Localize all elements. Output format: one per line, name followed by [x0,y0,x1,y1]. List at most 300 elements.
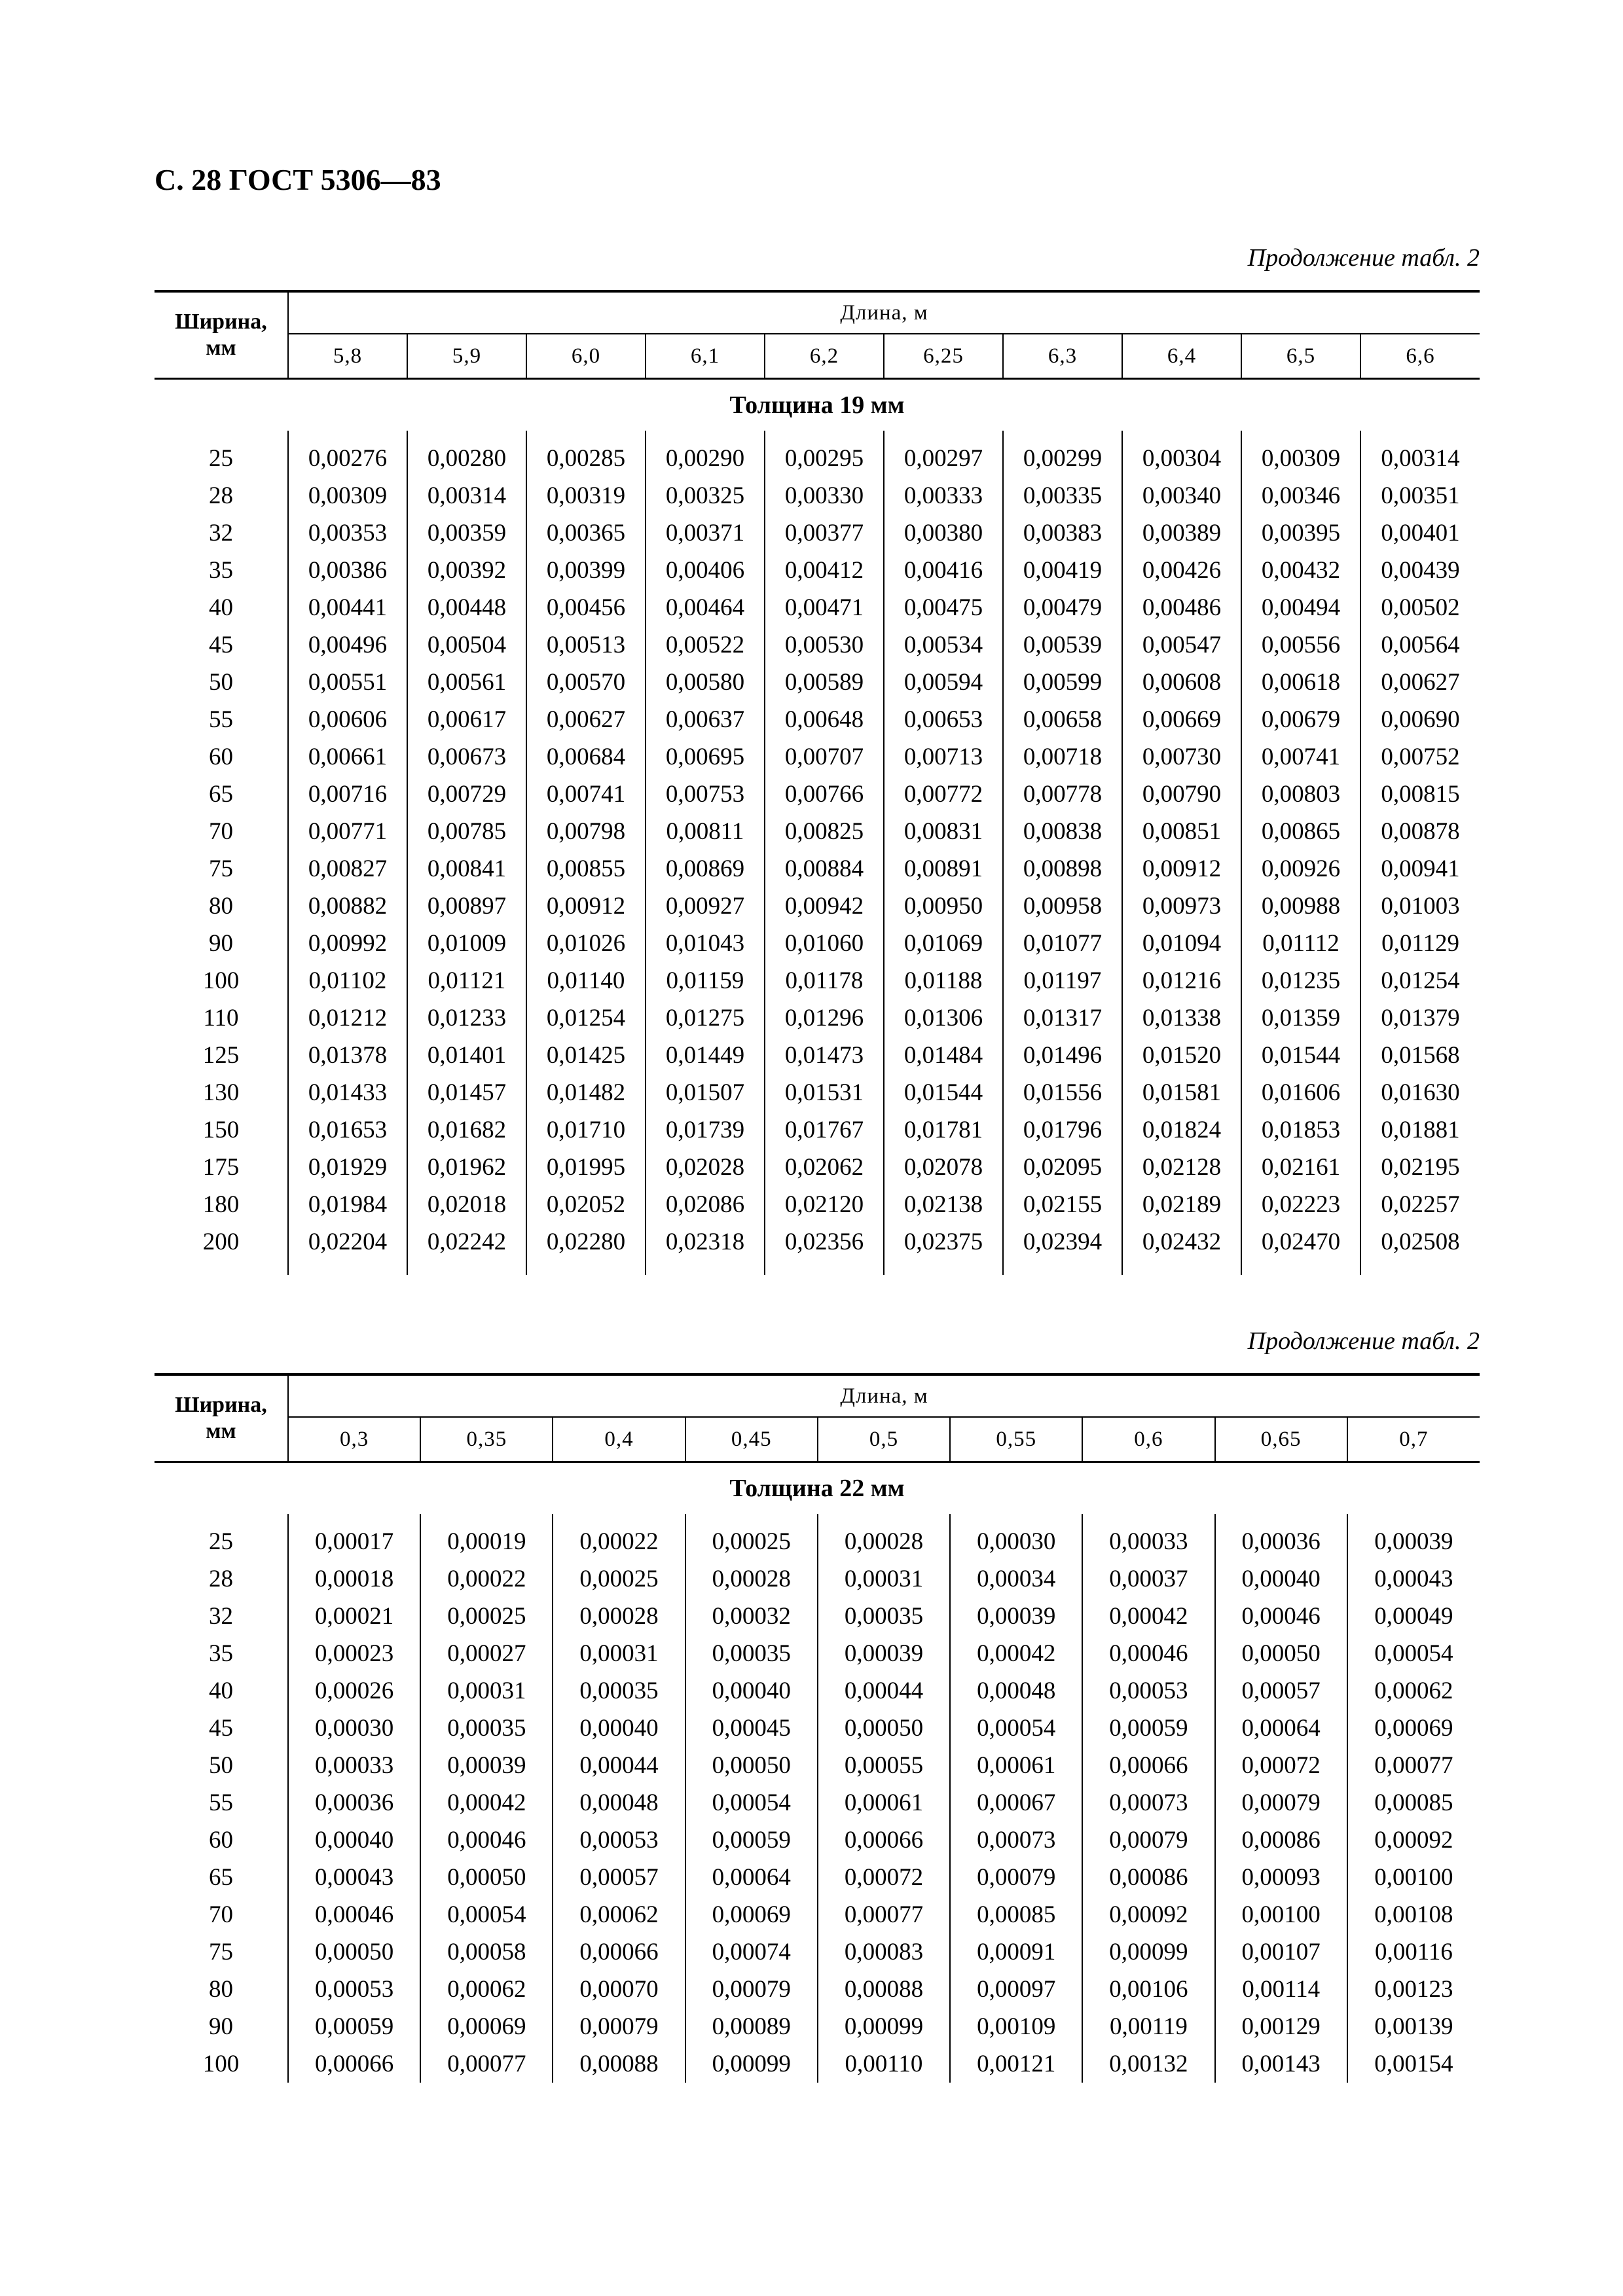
volume-value: 0,00855 [526,850,646,888]
volume-value: 0,00365 [526,514,646,552]
volume-value: 0,00061 [950,1747,1082,1784]
volume-value: 0,00046 [420,1821,553,1859]
volume-value: 0,00040 [685,1672,818,1710]
volume-value: 0,00030 [950,1523,1082,1560]
volume-value: 0,00690 [1360,701,1480,738]
volume-value: 0,01197 [1003,962,1122,999]
length-header: Длина, м [288,291,1480,334]
volume-value: 0,01102 [308,967,387,994]
volume-value: 0,00027 [420,1635,553,1672]
volume-value: 0,00522 [646,626,765,664]
volume-value: 0,00048 [553,1784,685,1821]
volume-value: 0,02095 [1003,1149,1122,1186]
volume-value: 0,00383 [1003,514,1122,552]
volume-value: 0,00039 [818,1635,950,1672]
volume-value: 0,02394 [1003,1223,1122,1261]
volume-value: 0,00718 [1003,738,1122,776]
length-value: 6,2 [765,334,884,379]
width-value: 25 [155,1523,288,1560]
volume-value: 0,00878 [1360,813,1480,850]
table-row [155,888,1480,925]
volume-value: 0,00035 [420,1710,553,1747]
volume-value: 0,00114 [1215,1971,1347,2008]
volume-value: 0,00028 [685,1560,818,1598]
volume-value: 0,00456 [526,589,646,626]
volume-value: 0,00077 [818,1896,950,1933]
volume-value: 0,00073 [950,1821,1082,1859]
volume-value: 0,00093 [1215,1859,1347,1896]
volume-value: 0,00055 [818,1747,950,1784]
volume-value: 0,00040 [1215,1560,1347,1598]
table-row [155,514,1480,552]
volume-value: 0,01824 [1122,1111,1241,1149]
volume-value: 0,02028 [646,1149,765,1186]
volume-value: 0,01178 [765,962,884,999]
volume-value: 0,00031 [818,1560,950,1598]
volume-value: 0,00062 [420,1971,553,2008]
table-row [155,1111,1480,1149]
table-row [155,1933,1480,1971]
thickness-label: Толщина 19 мм [729,391,905,419]
volume-value: 0,00851 [1122,813,1241,850]
width-header-line-1: Ширина, [175,310,267,334]
volume-value: 0,01317 [1003,999,1122,1037]
volume-value: 0,00025 [420,1598,553,1635]
volume-value: 0,00066 [818,1821,950,1859]
volume-value: 0,02155 [1003,1186,1122,1223]
volume-value: 0,00882 [308,893,388,920]
volume-value: 0,00399 [526,552,646,589]
table-continuation-note: Продолжение табл. 2 [1247,1327,1480,1355]
volume-value: 0,01094 [1122,925,1241,962]
volume-value: 0,00992 [308,930,388,957]
volume-value: 0,00653 [884,701,1003,738]
volume-value: 0,00608 [1122,664,1241,701]
volume-value: 0,00072 [1215,1747,1347,1784]
volume-value: 0,00401 [1360,514,1480,552]
volume-value: 0,00471 [765,589,884,626]
table-row [155,1223,1480,1261]
width-value: 45 [155,1710,288,1747]
volume-value: 0,01449 [646,1037,765,1074]
table-row [155,440,1480,477]
table-row [155,1149,1480,1186]
volume-value: 0,00064 [685,1859,818,1896]
volume-value: 0,01121 [407,962,526,999]
width-value: 90 [155,2008,288,2045]
width-value: 130 [155,1074,288,1111]
volume-value: 0,00077 [420,2045,553,2083]
volume-value: 0,00042 [1082,1598,1214,1635]
volume-value: 0,02257 [1360,1186,1480,1223]
volume-value: 0,01544 [1241,1037,1360,1074]
volume-value: 0,00039 [950,1598,1082,1635]
width-value: 110 [155,999,288,1037]
volume-value: 0,00054 [685,1784,818,1821]
volume-value: 0,00064 [1215,1710,1347,1747]
volume-value: 0,00426 [1122,552,1241,589]
volume-value: 0,00486 [1122,589,1241,626]
volume-value: 0,00059 [314,2013,394,2040]
volume-value: 0,00547 [1122,626,1241,664]
width-value: 65 [155,776,288,813]
volume-value: 0,00309 [1241,440,1360,477]
volume-value: 0,01379 [1360,999,1480,1037]
volume-value: 0,01568 [1360,1037,1480,1074]
volume-value: 0,00973 [1122,888,1241,925]
table-row [155,1037,1480,1074]
volume-value: 0,00618 [1241,664,1360,701]
table-row [155,962,1480,999]
volume-value: 0,01710 [526,1111,646,1149]
volume-value: 0,00412 [765,552,884,589]
page-header: С. 28 ГОСТ 5306—83 [155,163,441,196]
volume-value: 0,01212 [308,1005,388,1031]
volume-value: 0,00025 [553,1560,685,1598]
table-row [155,2008,1480,2045]
volume-value: 0,00707 [765,738,884,776]
volume-value: 0,00841 [407,850,526,888]
volume-value: 0,00479 [1003,589,1122,626]
volume-value: 0,01235 [1241,962,1360,999]
volume-value: 0,00811 [646,813,765,850]
volume-value: 0,01233 [407,999,526,1037]
volume-value: 0,00085 [950,1896,1082,1933]
volume-value: 0,01338 [1122,999,1241,1037]
volume-value: 0,00419 [1003,552,1122,589]
volume-value: 0,01306 [884,999,1003,1037]
volume-value: 0,00129 [1215,2008,1347,2045]
volume-value: 0,00054 [1347,1635,1480,1672]
volume-value: 0,00580 [646,664,765,701]
width-value: 35 [155,1635,288,1672]
volume-value: 0,00406 [646,552,765,589]
volume-value: 0,00304 [1122,440,1241,477]
width-column-header [155,291,288,379]
volume-value: 0,00026 [314,1677,394,1704]
volume-value: 0,00049 [1347,1598,1480,1635]
volume-value: 0,01482 [526,1074,646,1111]
volume-value: 0,00561 [407,664,526,701]
volume-value: 0,00464 [646,589,765,626]
volume-value: 0,01767 [765,1111,884,1149]
volume-value: 0,00988 [1241,888,1360,925]
length-values-row [155,1417,1480,1462]
volume-value: 0,02375 [884,1223,1003,1261]
volume-value: 0,00502 [1360,589,1480,626]
table-row [155,850,1480,888]
volume-value: 0,00926 [1241,850,1360,888]
volume-value: 0,00018 [314,1566,394,1592]
volume-value: 0,00109 [950,2008,1082,2045]
volume-value: 0,00504 [407,626,526,664]
volume-value: 0,00673 [407,738,526,776]
volume-value: 0,00108 [1347,1896,1480,1933]
volume-value: 0,00099 [818,2008,950,2045]
table-row [155,477,1480,514]
volume-value: 0,00771 [308,818,388,845]
length-value: 0,35 [420,1417,553,1462]
volume-value: 0,02052 [526,1186,646,1223]
volume-value: 0,00086 [1082,1859,1214,1896]
volume-value: 0,02318 [646,1223,765,1261]
table-row [155,1672,1480,1710]
volume-value: 0,00036 [1215,1523,1347,1560]
volume-value: 0,02018 [407,1186,526,1223]
volume-value: 0,01060 [765,925,884,962]
volume-value: 0,00753 [646,776,765,813]
volume-value: 0,00617 [407,701,526,738]
length-value: 0,55 [950,1417,1082,1462]
volume-value: 0,01425 [526,1037,646,1074]
volume-value: 0,00741 [1241,738,1360,776]
volume-value: 0,01009 [407,925,526,962]
width-value: 40 [155,1672,288,1710]
volume-value: 0,00684 [526,738,646,776]
volume-value: 0,00039 [1347,1523,1480,1560]
volume-value: 0,00039 [420,1747,553,1784]
width-value: 60 [155,738,288,776]
volume-value: 0,00035 [553,1672,685,1710]
volume-value: 0,01378 [308,1042,388,1069]
length-header: Длина, м [288,1374,1480,1417]
volume-value: 0,00040 [314,1827,394,1854]
volume-value: 0,00333 [884,477,1003,514]
volume-value: 0,00079 [1082,1821,1214,1859]
volume-value: 0,00439 [1360,552,1480,589]
table-row [155,1560,1480,1598]
volume-value: 0,00132 [1082,2045,1214,2083]
volume-value: 0,00513 [526,626,646,664]
width-value: 32 [155,1598,288,1635]
volume-value: 0,00048 [950,1672,1082,1710]
volume-value: 0,00123 [1347,1971,1480,2008]
width-value: 75 [155,850,288,888]
volume-value: 0,00416 [884,552,1003,589]
volume-value: 0,01606 [1241,1074,1360,1111]
table-row [155,1896,1480,1933]
volume-value: 0,01484 [884,1037,1003,1074]
volume-value: 0,00033 [314,1752,394,1779]
volume-value: 0,00658 [1003,701,1122,738]
volume-value: 0,00556 [1241,626,1360,664]
table-row [155,701,1480,738]
volume-value: 0,00031 [420,1672,553,1710]
volume-value: 0,00057 [553,1859,685,1896]
volume-value: 0,00017 [314,1528,394,1555]
volume-value: 0,00088 [553,2045,685,2083]
volume-value: 0,00766 [765,776,884,813]
volume-value: 0,01653 [308,1117,388,1143]
width-value: 55 [155,1784,288,1821]
width-value: 100 [155,962,288,999]
width-value: 65 [155,1859,288,1896]
table-row [155,1598,1480,1635]
volume-value: 0,02120 [765,1186,884,1223]
volume-value: 0,01275 [646,999,765,1037]
volume-value: 0,00729 [407,776,526,813]
width-value: 180 [155,1186,288,1223]
table-row [155,664,1480,701]
volume-value: 0,00099 [685,2045,818,2083]
volume-value: 0,00043 [1347,1560,1480,1598]
length-value: 6,25 [884,334,1003,379]
volume-value: 0,01581 [1122,1074,1241,1111]
volume-value: 0,00028 [553,1598,685,1635]
volume-value: 0,01739 [646,1111,765,1149]
width-value: 50 [155,664,288,701]
width-value: 90 [155,925,288,962]
volume-value: 0,00022 [420,1560,553,1598]
volume-value: 0,00589 [765,664,884,701]
width-value: 50 [155,1747,288,1784]
length-values-row [155,334,1480,379]
width-value: 80 [155,1971,288,2008]
volume-value: 0,00827 [308,855,388,882]
volume-value: 0,00897 [407,888,526,925]
volume-value: 0,02189 [1122,1186,1241,1223]
volume-value: 0,00079 [553,2008,685,2045]
volume-value: 0,02078 [884,1149,1003,1186]
table-row [155,1186,1480,1223]
volume-value: 0,01473 [765,1037,884,1074]
table-row [155,1859,1480,1896]
volume-value: 0,00021 [314,1603,394,1630]
volume-value: 0,00019 [420,1523,553,1560]
length-value: 0,5 [818,1417,950,1462]
volume-value: 0,00050 [818,1710,950,1747]
volume-value: 0,01556 [1003,1074,1122,1111]
volume-value: 0,01359 [1241,999,1360,1037]
volume-value: 0,01507 [646,1074,765,1111]
volume-value: 0,02062 [765,1149,884,1186]
volume-value: 0,00062 [553,1896,685,1933]
volume-value: 0,00143 [1215,2045,1347,2083]
volume-value: 0,00046 [1215,1598,1347,1635]
width-value: 150 [155,1111,288,1149]
volume-value: 0,02470 [1241,1223,1360,1261]
width-value: 28 [155,477,288,514]
volume-value: 0,00912 [526,888,646,925]
volume-value: 0,00815 [1360,776,1480,813]
volume-value: 0,00088 [818,1971,950,2008]
volume-value: 0,00335 [1003,477,1122,514]
volume-value: 0,00061 [818,1784,950,1821]
volume-value: 0,00035 [818,1598,950,1635]
width-value: 75 [155,1933,288,1971]
volume-value: 0,00066 [553,1933,685,1971]
width-header-line-2: мм [206,1419,236,1443]
volume-value: 0,00564 [1360,626,1480,664]
volume-value: 0,00377 [765,514,884,552]
volume-value: 0,01544 [884,1074,1003,1111]
volume-value: 0,00054 [420,1896,553,1933]
volume-value: 0,01140 [526,962,646,999]
volume-value: 0,00891 [884,850,1003,888]
volume-value: 0,00353 [308,520,388,547]
volume-value: 0,00825 [765,813,884,850]
volume-value: 0,00050 [685,1747,818,1784]
length-value: 0,65 [1215,1417,1347,1462]
volume-value: 0,00730 [1122,738,1241,776]
table-row [155,1821,1480,1859]
volume-value: 0,00023 [314,1640,394,1667]
volume-value: 0,00798 [526,813,646,850]
volume-value: 0,01630 [1360,1074,1480,1111]
volume-value: 0,00100 [1347,1859,1480,1896]
volume-value: 0,01188 [884,962,1003,999]
volume-value: 0,00494 [1241,589,1360,626]
volume-value: 0,00785 [407,813,526,850]
width-value: 45 [155,626,288,664]
volume-value: 0,00371 [646,514,765,552]
volume-value: 0,01216 [1122,962,1241,999]
volume-value: 0,00069 [420,2008,553,2045]
table-row [155,626,1480,664]
volume-value: 0,00092 [1347,1821,1480,1859]
width-value: 70 [155,1896,288,1933]
volume-value: 0,00778 [1003,776,1122,813]
volume-value: 0,01077 [1003,925,1122,962]
volume-value: 0,00053 [1082,1672,1214,1710]
volume-value: 0,00046 [1082,1635,1214,1672]
volume-value: 0,00395 [1241,514,1360,552]
volume-value: 0,00062 [1347,1672,1480,1710]
volume-value: 0,00044 [553,1747,685,1784]
volume-value: 0,01159 [646,962,765,999]
volume-value: 0,00091 [950,1933,1082,1971]
volume-value: 0,00330 [765,477,884,514]
volume-value: 0,00030 [314,1715,394,1742]
table-row [155,738,1480,776]
length-value: 0,7 [1347,1417,1480,1462]
volume-value: 0,00884 [765,850,884,888]
volume-value: 0,00551 [308,669,388,696]
table-row [155,1710,1480,1747]
length-value: 0,45 [685,1417,818,1462]
volume-value: 0,00139 [1347,2008,1480,2045]
volume-value: 0,00106 [1082,1971,1214,2008]
volume-value: 0,00092 [1082,1896,1214,1933]
volume-value: 0,00679 [1241,701,1360,738]
volume-value: 0,02280 [526,1223,646,1261]
volume-value: 0,01496 [1003,1037,1122,1074]
volume-value: 0,00107 [1215,1933,1347,1971]
width-header-line-1: Ширина, [175,1393,267,1417]
volume-value: 0,00295 [765,440,884,477]
volume-value: 0,00028 [818,1523,950,1560]
volume-value: 0,00290 [646,440,765,477]
volume-value: 0,01520 [1122,1037,1241,1074]
table-row [155,813,1480,850]
volume-value: 0,00958 [1003,888,1122,925]
volume-value: 0,00475 [884,589,1003,626]
width-value: 70 [155,813,288,850]
volume-value: 0,00110 [818,2045,950,2083]
volume-value: 0,00053 [553,1821,685,1859]
volume-value: 0,00077 [1347,1747,1480,1784]
length-value: 6,1 [646,334,765,379]
volume-value: 0,00441 [308,594,388,621]
length-value: 6,5 [1241,334,1360,379]
volume-value: 0,00314 [407,477,526,514]
table-row [155,1747,1480,1784]
volume-value: 0,00037 [1082,1560,1214,1598]
thickness-label: Толщина 22 мм [729,1475,905,1502]
volume-value: 0,00772 [884,776,1003,813]
volume-value: 0,00074 [685,1933,818,1971]
width-value: 80 [155,888,288,925]
